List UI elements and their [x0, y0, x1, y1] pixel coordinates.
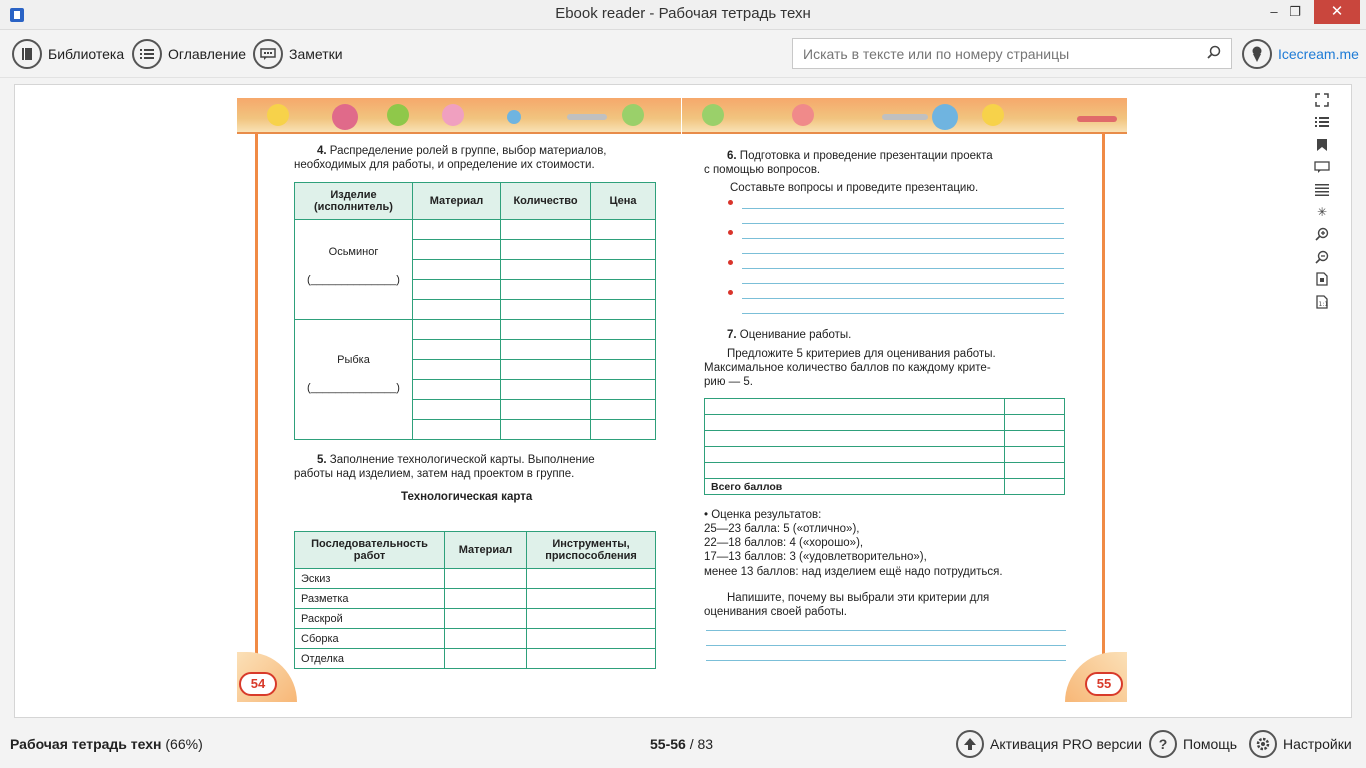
task7-line3: рию — 5. [704, 376, 753, 388]
table2-header: Последовательность работ [295, 532, 445, 569]
table-cell [501, 300, 591, 320]
gear-icon [1249, 730, 1277, 758]
table-cell [591, 260, 656, 280]
button-decor [702, 104, 724, 126]
task7-line2: Максимальное количество баллов по каждому крите- [704, 362, 991, 374]
actual-size-icon[interactable] [1314, 294, 1330, 310]
table-cell [445, 629, 527, 649]
comment-icon [253, 39, 283, 69]
help-button[interactable] [1149, 729, 1237, 759]
book-title: Рабочая тетрадь техн [10, 736, 162, 752]
activate-label: Активация PRO версии [990, 736, 1142, 752]
table-cell [413, 380, 501, 400]
table1-header: Количество [501, 183, 591, 220]
total-pages: / 83 [689, 736, 714, 752]
list-icon [132, 39, 162, 69]
item-label: Осьминог [328, 246, 379, 258]
table-cell [705, 415, 1005, 431]
page-number-right: 55 [1085, 672, 1123, 696]
tech-step: Разметка [295, 589, 445, 609]
answer-lines [706, 630, 1066, 675]
page-number-left: 54 [239, 672, 277, 696]
button-decor [622, 104, 644, 126]
table-cell [527, 589, 656, 609]
tool-decor [882, 114, 928, 120]
executor-blank: (______________) [307, 274, 400, 286]
page-banner [682, 98, 1127, 134]
table-cell [591, 360, 656, 380]
table2-header: Материал [445, 532, 527, 569]
table-cell [413, 340, 501, 360]
library-label: Библиотека [48, 46, 125, 62]
yarn-ball-decor [332, 104, 358, 130]
total-label: Всего баллов [705, 479, 1005, 495]
button-decor [442, 104, 464, 126]
table-cell [591, 240, 656, 260]
tech-step: Раскрой [295, 609, 445, 629]
task6-text [727, 149, 993, 163]
bullet [728, 290, 733, 295]
table-cell [413, 400, 501, 420]
table-cell [445, 649, 527, 669]
title-bar [0, 0, 1366, 30]
task4-line2: необходимых для работы, и определение их стоимости. [294, 159, 595, 171]
maximize-button[interactable]: ❐ [1289, 4, 1301, 19]
table-cell [705, 447, 1005, 463]
task6-sub: Составьте вопросы и проведите презентацию. [730, 182, 979, 194]
task4-line1: Распределение ролей в группе, выбор материалов, [329, 145, 607, 157]
table1-header: Изделие (исполнитель) [295, 183, 413, 220]
button-decor [507, 110, 521, 124]
bullet [728, 200, 733, 205]
brand-link[interactable] [1242, 38, 1359, 70]
executor-blank: (______________) [307, 382, 400, 394]
result-line: 22—18 баллов: 4 («хорошо»), [704, 537, 864, 549]
table-cell [591, 280, 656, 300]
table-cell [527, 629, 656, 649]
page-indicator[interactable] [650, 736, 713, 752]
button-decor [982, 104, 1004, 126]
tech-step: Эскиз [295, 569, 445, 589]
result-line: 25—23 балла: 5 («отлично»), [704, 523, 860, 535]
table-cell [501, 240, 591, 260]
table-cell [705, 431, 1005, 447]
notes-button[interactable] [253, 38, 343, 70]
search-icon[interactable] [1207, 45, 1221, 59]
answer-lines [742, 208, 1064, 328]
svg-text:1:1: 1:1 [1318, 300, 1328, 308]
task6-line1: Подготовка и проведение презентации проекта [739, 150, 993, 162]
button-decor [792, 104, 814, 126]
table1-header: Материал [413, 183, 501, 220]
minimize-button[interactable]: – [1270, 4, 1278, 19]
window-title: Ebook reader - Рабочая тетрадь техн [555, 5, 811, 22]
side-toolbar [1314, 92, 1334, 316]
table-cell [1005, 463, 1065, 479]
tech-step: Сборка [295, 629, 445, 649]
table1-item-cell [295, 220, 413, 320]
brand-label: Icecream.me [1278, 46, 1359, 62]
icecream-logo-icon [1242, 39, 1272, 69]
tech-step: Отделка [295, 649, 445, 669]
activate-pro-button[interactable] [956, 729, 1142, 759]
table-cell [591, 220, 656, 240]
table-cell [591, 380, 656, 400]
fit-page-icon[interactable] [1314, 271, 1330, 287]
table-cell [527, 609, 656, 629]
result-line: менее 13 баллов: над изделием ещё надо потрудиться. [704, 566, 1003, 578]
task5-line1: Заполнение технологической карты. Выполнение [329, 454, 595, 466]
search-box[interactable] [792, 38, 1232, 69]
library-button[interactable] [12, 38, 124, 70]
table-cell [413, 220, 501, 240]
criteria-table [704, 398, 1065, 495]
table-cell [501, 280, 591, 300]
zoom-in-icon[interactable] [1314, 226, 1330, 242]
table-cell [1005, 415, 1065, 431]
table-cell [591, 420, 656, 440]
table-cell [501, 360, 591, 380]
task4-text [317, 144, 607, 158]
bullet [728, 260, 733, 265]
item-label: Рыбка [337, 354, 370, 366]
table-cell [1005, 479, 1065, 495]
button-decor [267, 104, 289, 126]
page-edge [1102, 132, 1105, 672]
read-percent: (66%) [165, 736, 203, 752]
map-title: Технологическая карта [401, 491, 533, 503]
toolbar [0, 30, 1366, 78]
table-cell [445, 609, 527, 629]
result-line: 17—13 баллов: 3 («удовлетворительно»), [704, 551, 927, 563]
current-pages: 55-56 [650, 736, 686, 752]
table2-header: Инструменты, приспособления [527, 532, 656, 569]
tool-decor [1077, 116, 1117, 122]
lines-icon[interactable] [1314, 182, 1330, 198]
tech-map-table [294, 531, 656, 669]
zoom-out-icon[interactable] [1314, 249, 1330, 265]
table-cell [591, 400, 656, 420]
yarn-ball-decor [932, 104, 958, 130]
book-info [10, 736, 203, 752]
toc-label: Оглавление [168, 46, 247, 62]
table-cell [501, 320, 591, 340]
bullet [728, 230, 733, 235]
comment-icon[interactable] [1314, 159, 1330, 175]
table-cell [527, 649, 656, 669]
task5-number: 5. [317, 454, 327, 466]
table-cell [591, 320, 656, 340]
table-cell [591, 300, 656, 320]
settings-button[interactable] [1249, 729, 1352, 759]
table-cell [705, 399, 1005, 415]
table-cell [413, 240, 501, 260]
page-banner [237, 98, 681, 134]
table-cell [501, 420, 591, 440]
table-cell [413, 300, 501, 320]
help-label: Помощь [1183, 736, 1238, 752]
list-icon[interactable] [1314, 114, 1330, 130]
table-cell [445, 569, 527, 589]
table-cell [527, 569, 656, 589]
fullscreen-icon[interactable] [1314, 92, 1330, 108]
table-cell [1005, 399, 1065, 415]
search-input[interactable] [793, 39, 1193, 68]
task7-title: Оценивание работы. [739, 329, 852, 341]
task7-line1: Предложите 5 критериев для оценивания работы. [727, 348, 996, 360]
status-bar [0, 722, 1366, 768]
table1-item-cell [295, 320, 413, 440]
page-edge [255, 132, 258, 672]
close-button[interactable]: ✕ [1314, 0, 1360, 24]
table-cell [413, 360, 501, 380]
table-cell [591, 340, 656, 360]
task5-line2: работы над изделием, затем над проектом в группе. [294, 468, 575, 480]
table-cell [413, 420, 501, 440]
toc-button[interactable] [132, 38, 246, 70]
tool-decor [567, 114, 607, 120]
button-decor [387, 104, 409, 126]
table-cell [705, 463, 1005, 479]
table-cell [501, 260, 591, 280]
help-icon: ? [1149, 730, 1177, 758]
write-line1: Напишите, почему вы выбрали эти критерии для [727, 592, 990, 604]
task5-text [317, 453, 595, 467]
task6-number: 6. [727, 150, 737, 162]
book-icon [12, 39, 42, 69]
table-cell [1005, 431, 1065, 447]
bookmark-icon[interactable] [1314, 137, 1330, 153]
arrow-up-icon [956, 730, 984, 758]
table-cell [413, 320, 501, 340]
task6-line2: с помощью вопросов. [704, 164, 821, 176]
task7-text [727, 328, 851, 342]
settings-label: Настройки [1283, 736, 1352, 752]
page-right [682, 98, 1127, 702]
roles-table [294, 182, 656, 440]
task7-number: 7. [727, 329, 737, 341]
table-cell [413, 260, 501, 280]
brightness-icon[interactable]: ✳ [1316, 204, 1328, 219]
table-cell [501, 400, 591, 420]
notes-label: Заметки [289, 46, 343, 62]
table1-header: Цена [591, 183, 656, 220]
table-cell [1005, 447, 1065, 463]
task4-number: 4. [317, 145, 327, 157]
results-title: • Оценка результатов: [704, 509, 822, 521]
table-cell [501, 340, 591, 360]
table-cell [501, 220, 591, 240]
write-line2: оценивания своей работы. [704, 606, 847, 618]
table-cell [413, 280, 501, 300]
table-cell [501, 380, 591, 400]
page-left [237, 98, 681, 702]
table-cell [445, 589, 527, 609]
